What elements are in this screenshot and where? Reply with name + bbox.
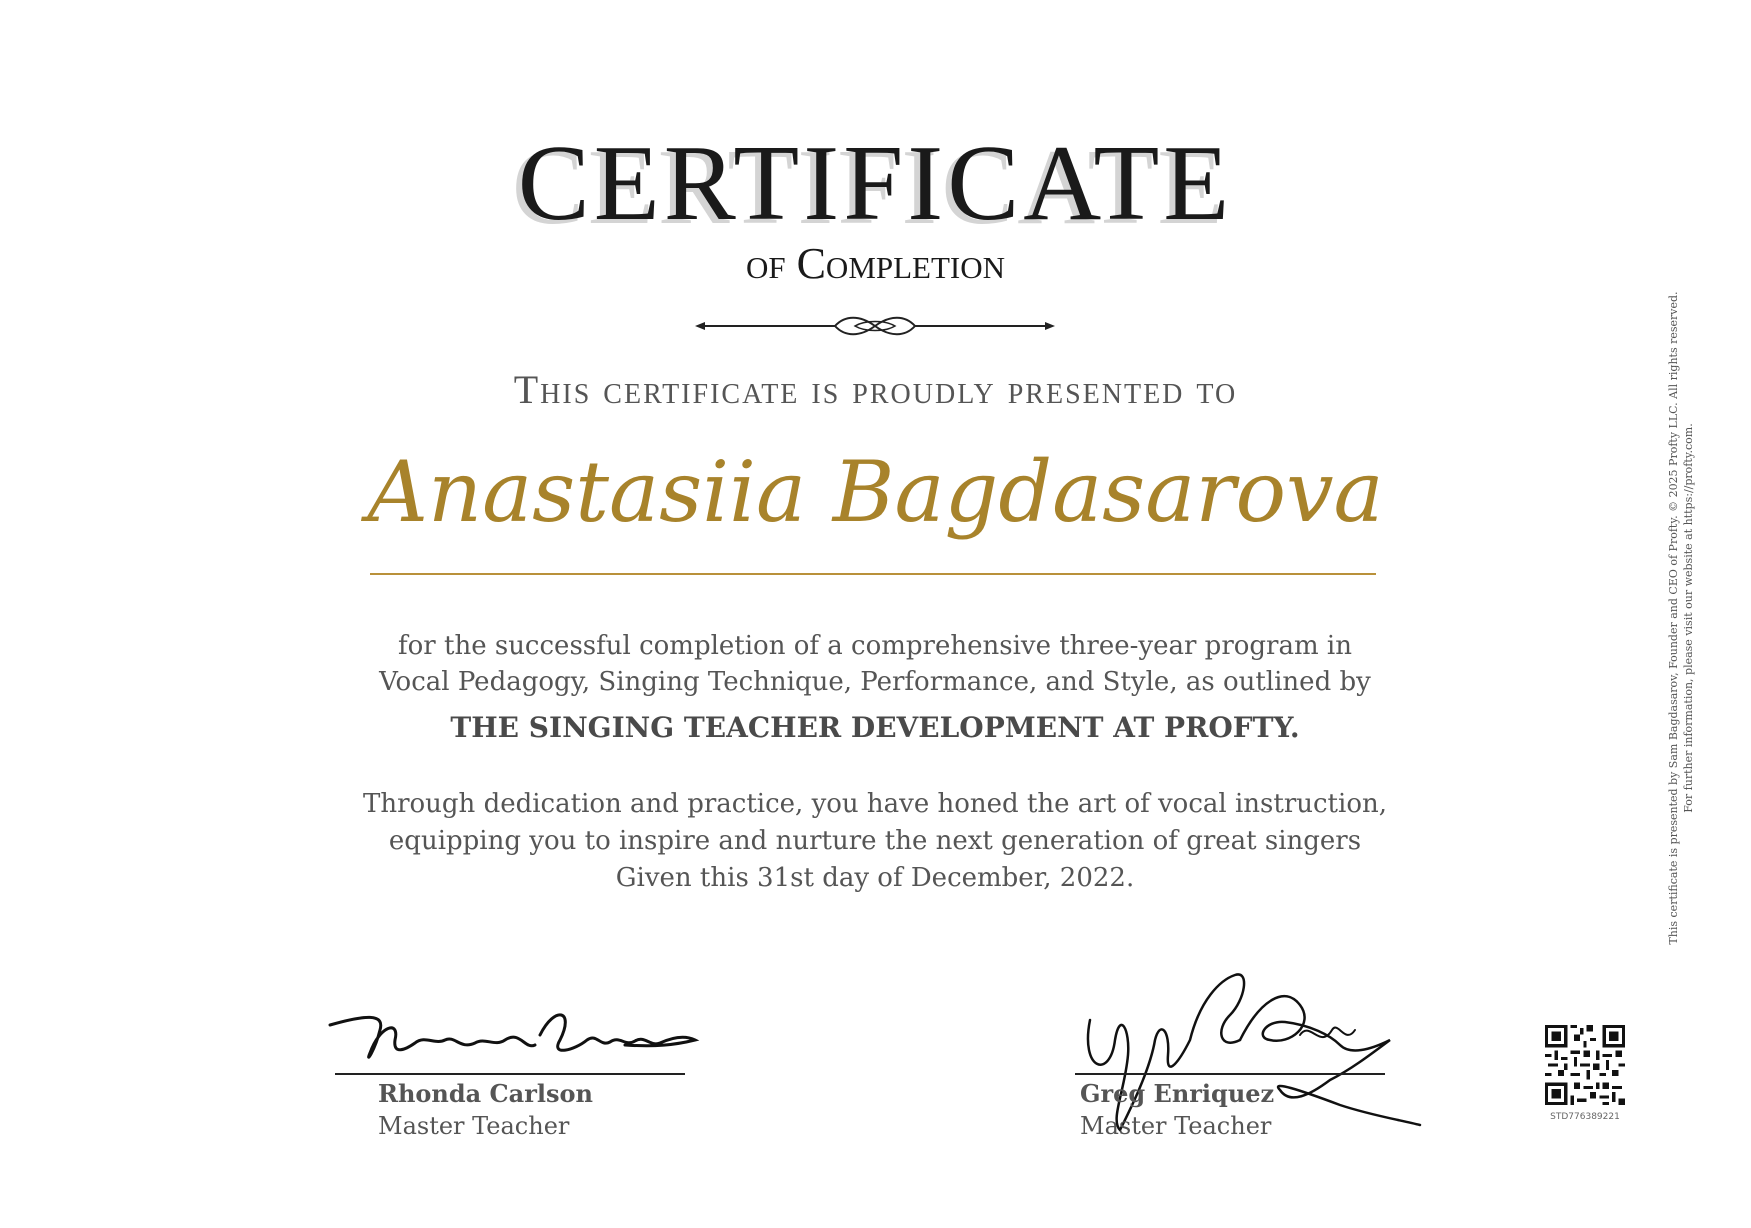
copyright-line: This certificate is presented by Sam Bagdasarov, Founder and CEO of Profty. © 2025 Profty LLC. All rights reserved. [1667,291,1680,945]
ornament-divider-icon [695,311,1055,341]
body-line: Through dedication and practice, you have honed the art of vocal instruction, [363,789,1387,819]
signature-line-left [335,1073,685,1075]
body-line: equipping you to inspire and nurture the next generation of great singers [388,826,1362,856]
website-line: For further information, please visit our website at https://profty.com. [1682,423,1695,813]
description-line: for the successful completion of a comprehensive three-year program in [398,631,1352,661]
body-text [260,786,1490,897]
description-line: Vocal Pedagogy, Singing Technique, Performance, and Style, as outlined by [379,667,1371,697]
description-text [300,628,1450,700]
signature-rhonda-carlson [325,995,705,1075]
date-line: Given this 31st day of December, 2022. [615,863,1135,893]
certificate-subtitle: of Completion [745,239,1006,288]
signature-line-right [1075,1073,1385,1075]
signer-role-right: Master Teacher [1080,1112,1272,1140]
signer-name-left: Rhonda Carlson [378,1079,593,1108]
signer-name-right: Greg Enriquez [1080,1079,1275,1108]
recipient-name: Anastasiia Bagdasarova [367,443,1384,541]
copyright-notice [1666,268,1696,968]
certificate-title: CERTIFICATE [517,124,1234,243]
recipient-underline [370,573,1376,575]
presented-to-line: This certificate is proudly presented to [513,367,1238,412]
organization-name: THE SINGING TEACHER DEVELOPMENT AT PROFTY. [450,711,1300,744]
signer-role-left: Master Teacher [378,1112,570,1140]
certificate-id: STD776389221 [1550,1112,1620,1122]
qr-code-icon[interactable] [1545,1025,1625,1105]
